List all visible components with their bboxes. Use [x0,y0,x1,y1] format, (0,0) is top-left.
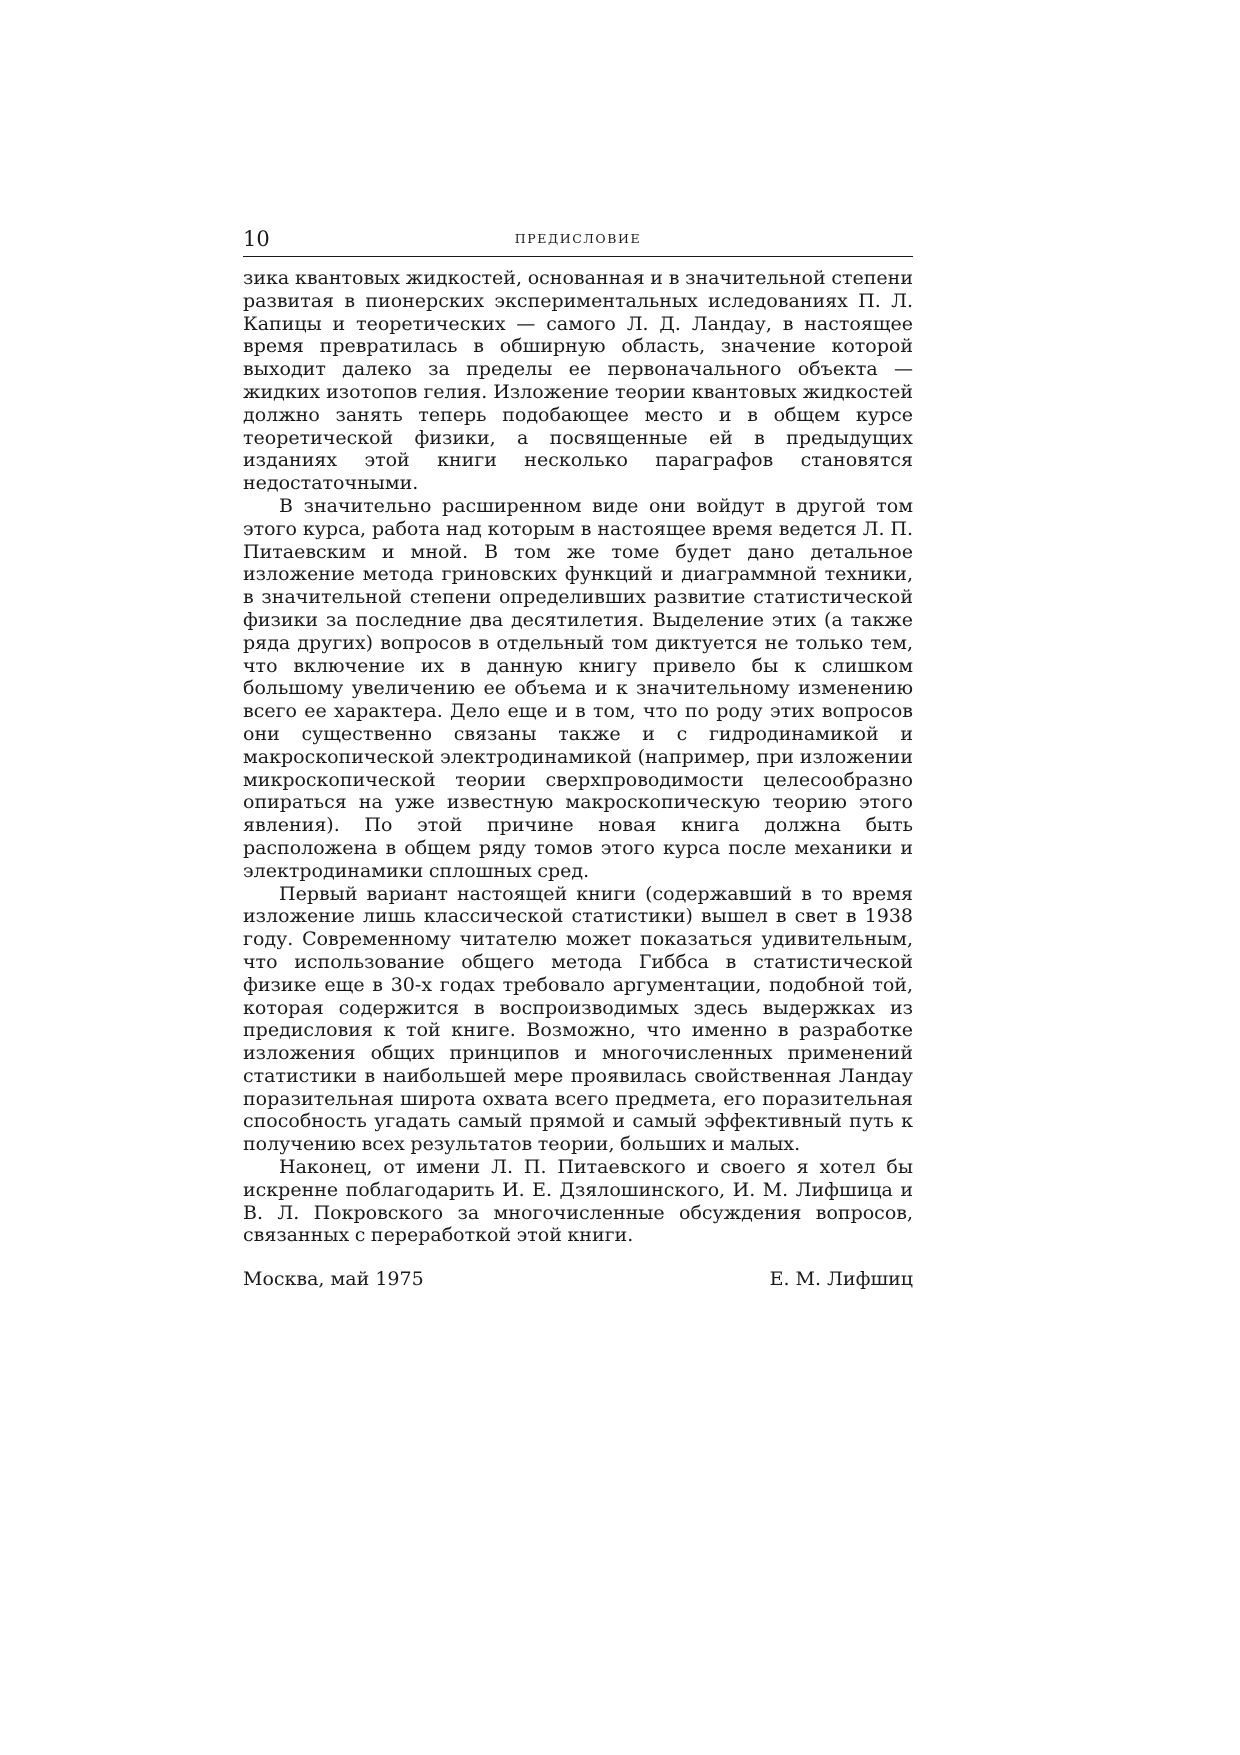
paragraph: Наконец, от имени Л. П. Питаевского и своего я хотел бы искренне поблагодарить И. Е. Дзялошинского, И. М. Лифшица и В. Л. Покровского за многочисленные обсуждения вопросов, связанных с переработкой этой книги. [243,1156,913,1247]
running-head [243,226,913,257]
author-name: Е. М. Лифшиц [769,1268,913,1291]
paragraph-continued: зика квантовых жидкостей, основанная и в значительной степени развитая в пионерских экспериментальных иследованиях П. Л. Капицы и теоретических — самого Л. Д. Ландау, в настоящее время превратилась в обширную область, значение которой выходит далеко за пределы ее первоначального объекта — жидких изотопов гелия. Изложение теории квантовых жидкостей должно занять теперь подобающее место и в общем курсе теоретической физики, а посвященные ей в предыдущих изданиях этой книги несколько параграфов становятся недостаточными. [243,267,913,495]
page-number: 10 [243,227,270,251]
book-page [243,226,913,1291]
section-title: ПРЕДИСЛОВИЕ [514,231,642,246]
signature-line [243,1267,913,1291]
paragraph: Первый вариант настоящей книги (содержавший в то время изложение лишь классической статистики) вышел в свет в 1938 году. Современному читателю может показаться удивительным, что использование общего метода Гиббса в статистической физике еще в 30-х годах требовало аргументации, подобной той, которая содержится в воспроизводимых здесь выдержках из предисловия к той книге. Возможно, что именно в разработке изложения общих принципов и многочисленных применений статистики в наибольшей мере проявилась свойственная Ландау поразительная широта охвата всего предмета, его поразительная способность угадать самый прямой и самый эффективный путь к получению всех результатов теории, больших и малых. [243,882,913,1156]
paragraph: В значительно расширенном виде они войдут в другой том этого курса, работа над которым в настоящее время ведется Л. П. Питаевским и мной. В том же томе будет дано детальное изложение метода гриновских функций и диаграммной техники, в значительной степени определивших развитие статистической физики за последние два десятилетия. Выделение этих (а также ряда других) вопросов в отдельный том диктуется не только тем, что включение их в данную книгу привело бы к слишком большому увеличению ее объема и к значительному изменению всего ее характера. Дело еще и в том, что по роду этих вопросов они существенно связаны также и с гидродинамикой и макроскопической электродинамикой (например, при изложении микроскопической теории сверхпроводимости целесообразно опираться на уже известную макроскопическую теорию этого явления). По этой причине новая книга должна быть расположена в общем ряду томов этого курса после механики и электродинамики сплошных сред. [243,494,913,882]
place-date: Москва, май 1975 [243,1268,424,1291]
body-text [243,267,913,1247]
